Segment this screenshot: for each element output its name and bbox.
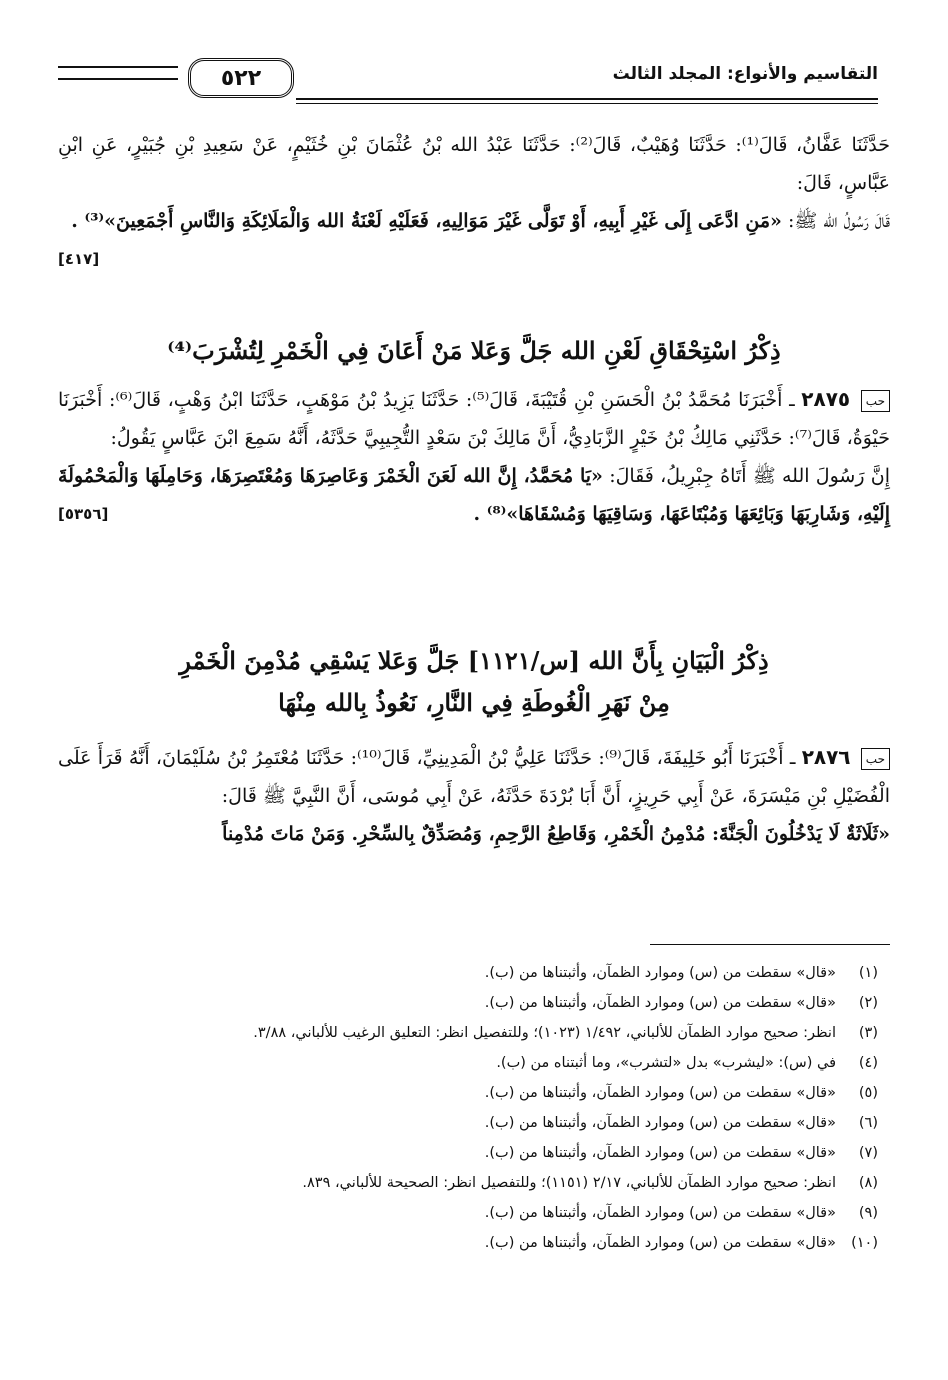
header-rule-right — [296, 98, 878, 104]
footnote-text: في (س): «ليشرب» بدل «لتشرب»، وما أثبتناه من (ب). — [496, 1055, 836, 1071]
hadith-reference: [٤١٧] — [58, 250, 100, 268]
footnote-number: (٩) — [858, 1205, 878, 1221]
footnote-number: (٦) — [858, 1115, 878, 1131]
page-header — [58, 58, 878, 104]
hadith-quote: «ثَلَاثَةٌ لَا يَدْخُلُونَ الْجَنَّةَ: مُدْمِنُ الْخَمْرِ، وَقَاطِعُ الرَّحِمِ، وَمُصَدِّقٌ بِالسِّحْرِ. وَمَنْ مَاتَ مُدْمِناً — [222, 823, 890, 845]
footnote-item — [58, 1138, 878, 1168]
hadith-chain-text: ـ أَخْبَرَنَا مُحَمَّدُ بْنُ الْحَسَنِ بْنِ قُتَيْبَةَ، قَالَ⁽⁵⁾: حَدَّثَنَا يَزِيدُ بْنُ مَوْهَبٍ، حَدَّثَنَا ابْنُ وَهْبٍ، قَالَ⁽⁶⁾: أَخْبَرَنَا حَيْوَةُ، قَالَ⁽⁷⁾: حَدَّثَنِي مَالِكُ بْنُ خَيْرٍ الزَّبَادِيُّ، أَنَّ مَالِكَ بْنَ سَعْدٍ التُّجِيبِيَّ حَدَّثَهُ، أَنَّهُ سَمِعَ ابْنَ عَبَّاسٍ يَقُولُ: — [58, 389, 890, 449]
footnote-text: «قال» سقطت من (س) وموارد الظمآن، وأثبتناها من (ب). — [484, 1145, 836, 1161]
footnote-number: (١) — [858, 965, 878, 981]
footnote-text: انظر: صحيح موارد الظمآن للألباني، ١/٤٩٢ (١٠٢٣)؛ وللتفصيل انظر: التعليق الرغيب للألباني، ٣/٨٨. — [253, 1025, 836, 1041]
footnote-number: (٥) — [858, 1085, 878, 1101]
hadith-chain — [58, 738, 890, 815]
footnote-text: «قال» سقطت من (س) وموارد الظمآن، وأثبتناها من (ب). — [484, 1085, 836, 1101]
footnotes-list — [58, 958, 878, 1258]
page-title: التقاسيم والأنواع: المجلد الثالث — [612, 64, 878, 84]
hadith-chain — [58, 380, 890, 457]
footnote-text: «قال» سقطت من (س) وموارد الظمآن، وأثبتناها من (ب). — [484, 965, 836, 981]
footnote-item — [58, 988, 878, 1018]
paragraph-text: حَدَّثَنَا عَفَّانُ، قَالَ⁽¹⁾: حَدَّثَنَا وُهَيْبٌ، قَالَ⁽²⁾: حَدَّثَنَا عَبْدُ الله بْنُ عُثْمَانَ بْنِ خُثَيْمٍ، عَنْ سَعِيدِ بْنِ جُبَيْرٍ، عَنِ ابْنِ عَبَّاسٍ، قَالَ: — [58, 134, 890, 194]
hadith-chain-text: ـ أَخْبَرَنَا أَبُو خَلِيفَةَ، قَالَ⁽⁹⁾: حَدَّثَنَا عَلِيُّ بْنُ الْمَدِينِيِّ، قَالَ⁽¹⁰⁾: حَدَّثَنَا مُعْتَمِرُ بْنُ سُلَيْمَانَ، أَنَّهُ قَرَأَ عَلَى الْفُضَيْلِ بْنِ مَيْسَرَةَ، عَنْ أَبِي حَرِيزٍ، أَنَّ أَبَا بُرْدَةَ حَدَّثَهُ، عَنْ أَبِي مُوسَى، أَنَّ النَّبِيَّ ﷺ قَالَ: — [58, 747, 890, 807]
paragraph-chain-1 — [58, 126, 890, 278]
page-number: ٥٢٢ — [188, 58, 294, 98]
hadith-mark-icon: حب — [861, 748, 890, 770]
heading-line: مِنْ نَهَرِ الْغُوطَةِ فِي النَّارِ، نَعُوذُ بِالله مِنْهَا — [278, 688, 670, 717]
footnote-number: (٣) — [858, 1025, 878, 1041]
footnote-text: «قال» سقطت من (س) وموارد الظمآن، وأثبتناها من (ب). — [484, 995, 836, 1011]
hadith-reference: [٥٣٥٦] — [58, 505, 109, 523]
paragraph-lead: قَالَ رَسُولُ الله ﷺ: — [787, 210, 890, 232]
footnote-number: (٤) — [858, 1055, 878, 1071]
footnote-number: (٨) — [858, 1175, 878, 1191]
footnote-number: (٧) — [858, 1145, 878, 1161]
footnote-item — [58, 1228, 878, 1258]
hadith-2875 — [58, 380, 890, 533]
footnote-text: «قال» سقطت من (س) وموارد الظمآن، وأثبتناها من (ب). — [484, 1235, 836, 1251]
footnote-item — [58, 1048, 878, 1078]
hadith-quote: «يَا مُحَمَّدُ، إِنَّ الله لَعَنَ الْخَمْرَ وَعَاصِرَهَا وَمُعْتَصِرَهَا، وَحَامِلَهَا وَالْمَحْمُولَةَ إِلَيْهِ، وَشَارِبَهَا وَبَائِعَهَا وَمُبْتَاعَهَا، وَسَاقِيَهَا وَمُسْقَاهَا»⁽⁸⁾ . — [58, 465, 890, 525]
footnote-item — [58, 1078, 878, 1108]
paragraph-hadith-417 — [58, 202, 890, 268]
hadith-quote: «مَنِ ادَّعَى إِلَى غَيْرِ أَبِيهِ، أَوْ تَوَلَّى غَيْرَ مَوَالِيهِ، فَعَلَيْهِ لَعْنَةُ الله وَالْمَلَائِكَةِ وَالنَّاسِ أَجْمَعِينَ»⁽³⁾ . — [71, 210, 782, 232]
hadith-body — [58, 457, 890, 533]
footnote-item — [58, 1198, 878, 1228]
heading-line: ذِكْرُ الْبَيَانِ بِأَنَّ الله [س/١١٢١] جَلَّ وَعَلا يَسْقِي مُدْمِنَ الْخَمْرِ — [179, 646, 769, 675]
footnote-separator — [650, 944, 890, 945]
hadith-mark-icon: حب — [861, 390, 890, 412]
header-rule-left — [58, 66, 178, 80]
footnote-item — [58, 958, 878, 988]
footnote-number: (٢) — [858, 995, 878, 1011]
footnote-item — [58, 1108, 878, 1138]
footnote-text: انظر: صحيح موارد الظمآن للألباني، ٢/١٧ (١١٥١)؛ وللتفصيل انظر: الصحيحة للألباني، ٨٣٩. — [302, 1175, 836, 1191]
hadith-2876 — [58, 738, 890, 853]
footnote-item — [58, 1018, 878, 1048]
footnote-number: (١٠) — [851, 1235, 878, 1251]
paragraph-lead: إِنَّ رَسُولَ الله ﷺ أَتَاهُ جِبْرِيلُ، فَقَالَ: — [609, 465, 890, 487]
hadith-number: ٢٨٧٦ — [801, 745, 851, 769]
footnote-text: «قال» سقطت من (س) وموارد الظمآن، وأثبتناها من (ب). — [484, 1205, 836, 1221]
footnote-item — [58, 1168, 878, 1198]
section-heading-1: ذِكْرُ اسْتِحْقَاقِ لَعْنِ الله جَلَّ وَعَلا مَنْ أَعَانَ فِي الْخَمْرِ لِتُشْرَبَ⁽⁴⁾ — [167, 336, 781, 365]
footnote-text: «قال» سقطت من (س) وموارد الظمآن، وأثبتناها من (ب). — [484, 1115, 836, 1131]
hadith-number: ٢٨٧٥ — [801, 387, 851, 411]
section-heading-2 — [58, 640, 890, 724]
